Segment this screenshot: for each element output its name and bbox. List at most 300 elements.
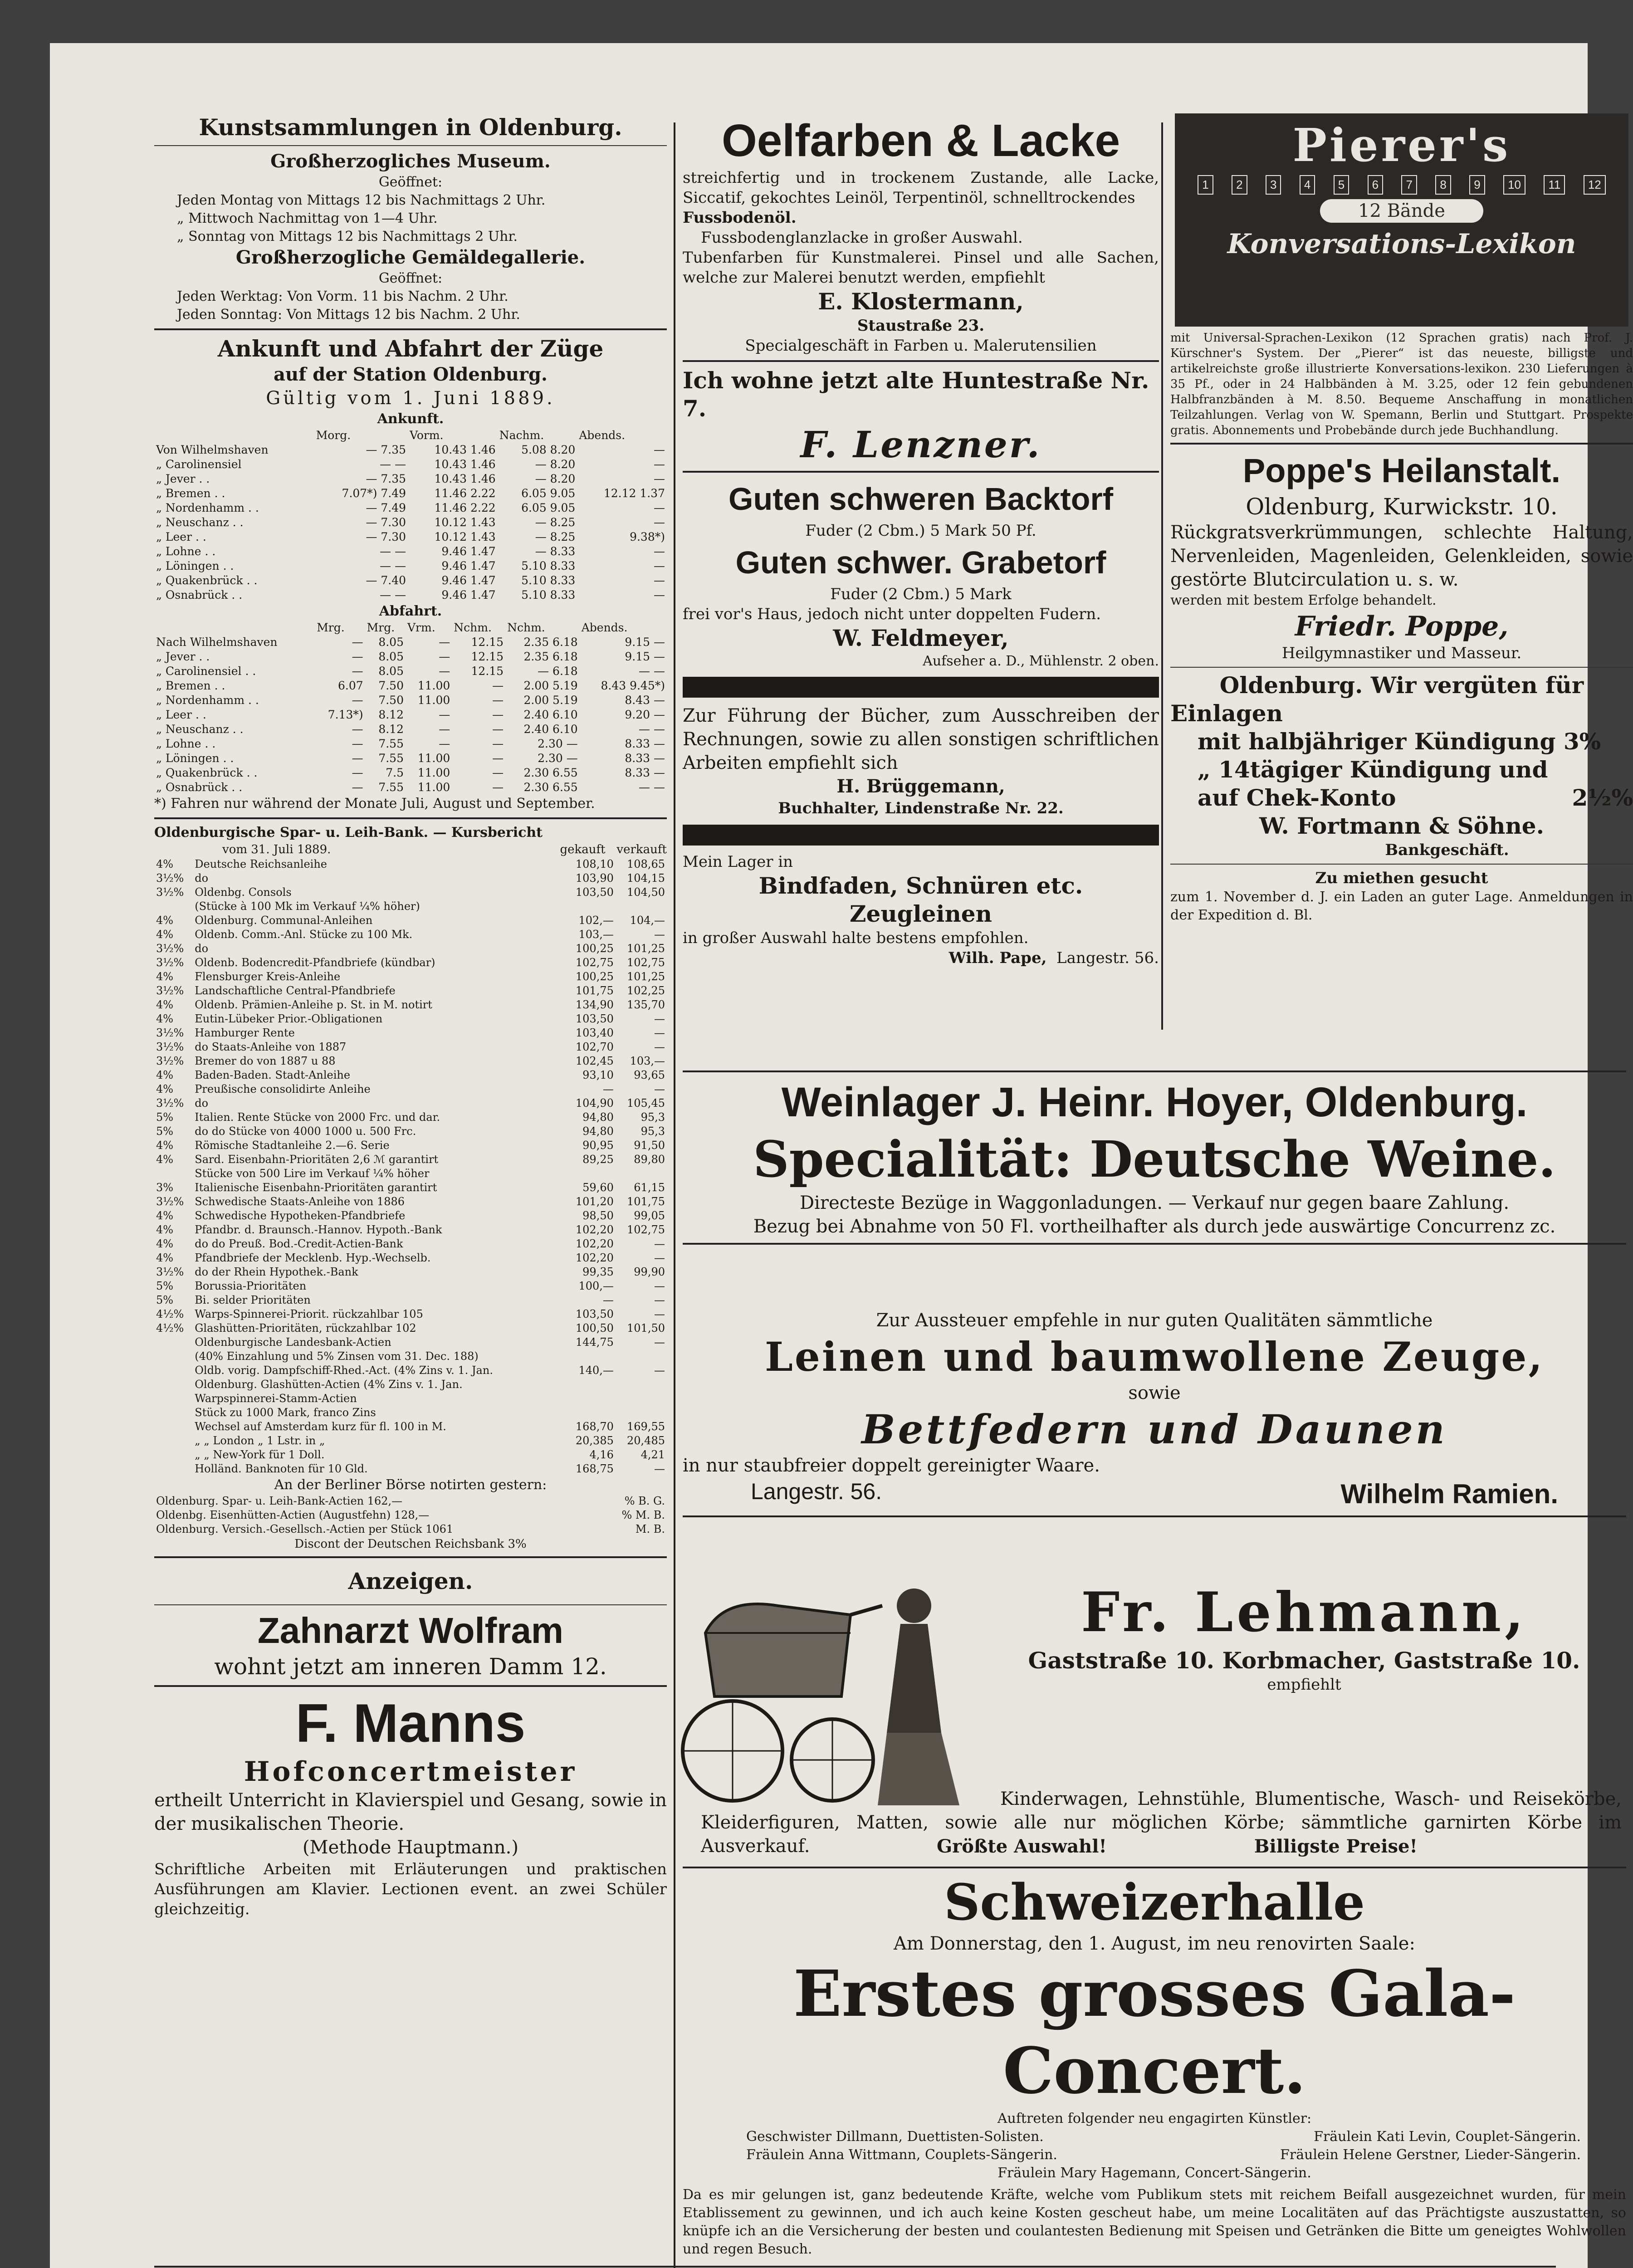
table-cell: 8.43 9.45*) [601,679,665,692]
ramien-intro: Zur Aussteuer empfehle in nur guten Qualitäten sämmtliche [876,1310,1433,1331]
divider [154,817,667,819]
table-cell: — [654,1294,665,1306]
table-cell: — [492,766,504,779]
schweizer-date: Am Donnerstag, den 1. August, im neu renovirten Saale: [894,1933,1415,1954]
pierer-illustration [1175,113,1628,327]
table-cell: — [352,781,363,794]
departure-rows [154,635,667,795]
table-cell: — 7.40 [366,574,406,587]
artist-row [683,2146,1626,2164]
fortmann-line3: mit halbjähriger Kündigung 3% [1198,728,1601,755]
table-cell: 103,40 [575,1026,614,1039]
table-row [154,443,667,457]
table-cell: 104,50 [627,886,665,899]
hoyer-text2: Bezug bei Abnahme von 50 Fl. vortheilhafter als durch jede auswärtige Concurrenz zc. [753,1216,1556,1237]
table-row [154,871,667,885]
torf-ad [683,477,1159,670]
table-cell: 3½% [156,1266,184,1278]
table-cell: do [195,942,209,955]
table-cell: — [654,1041,665,1053]
hoyer-text1: Directeste Bezüge in Waggonladungen. — Verkauf nur gegen baare Zahlung. [799,1193,1510,1213]
table-cell: Nach Wilhelmshaven [156,635,278,649]
pierer-sub: Konversations-Lexikon [1227,228,1576,260]
table-cell: Sard. Eisenbahn-Prioritäten 2,6 ℳ garantirt [195,1153,439,1166]
artist: Fräulein Anna Wittmann, Couplets-Sängerin. [746,2147,1057,2163]
table-row [154,1012,667,1026]
table-cell: 169,55 [627,1420,665,1433]
museum-line: „ Mittwoch Nachmittag von 1—4 Uhr. [177,210,438,226]
schweizer-intro: Auftreten folgender neu engagirten Künstler: [997,2111,1312,2126]
artist: Fräulein Mary Hagemann, Concert-Sängerin. [997,2165,1311,2181]
manns-ad [154,1691,667,1919]
lehmann-tail2: Billigste Preise! [1254,1836,1418,1857]
table-cell: 9.46 1.47 [441,574,496,587]
table-row [154,857,667,871]
table-cell: „ Osnabrück . . [156,781,243,794]
header-cell: Abends. [579,429,626,442]
table-cell: 3½% [156,1026,184,1039]
table-cell: 101,75 [575,984,614,997]
table-cell: 168,75 [575,1462,614,1475]
ramien-sowie: sowie [1128,1383,1181,1403]
table-row [154,1195,667,1209]
col-gekauft: gekauft [560,843,606,856]
header-cell [154,428,314,443]
table-cell: 10.43 1.46 [434,443,496,456]
table-cell: — [492,679,504,692]
table-cell: 5.08 8.20 [521,443,576,456]
poppe-role: Heilgymnastiker und Masseur. [1281,644,1522,662]
table-cell: 8.12 [378,708,404,721]
table-cell: 4% [156,1237,174,1250]
table-cell: Oldb. vorig. Dampfschiff-Rhed.-Act. (4% Zins v. 1. Jan. [195,1364,493,1377]
table-cell: 6.05 9.05 [521,501,576,514]
gallery-title: Großherzogliche Gemäldegallerie. [235,247,586,268]
table-cell: 93,65 [634,1069,665,1081]
fortmann-line5: auf Chek-Konto [1198,784,1396,811]
kurs-date: vom 31. Juli 1889. [222,843,331,856]
table-cell: 91,50 [634,1139,665,1152]
divider [683,1070,1626,1072]
table-cell: — [352,752,363,765]
kunst-title: Kunstsammlungen in Oldenburg. [199,114,622,141]
oelfarben-title: Oelfarben & Lacke [721,115,1120,166]
table-cell: 102,20 [575,1251,614,1264]
table-cell: Stück zu 1000 Mark, franco Zins [195,1406,376,1419]
fortmann-line2: Einlagen [1170,700,1283,727]
table-row [154,544,667,559]
pape-text: in großer Auswahl halte bestens empfohlen. [683,929,1029,947]
table-cell: 5% [156,1294,174,1306]
column-middle [683,113,1159,1107]
table-cell: Pfandbr. d. Braunsch.-Hannov. Hypoth.-Bank [195,1223,442,1236]
table-cell: 4% [156,970,174,983]
pierer-spines [1188,175,1615,195]
table-cell: 8.33 — [625,752,665,765]
table-cell: — [654,1026,665,1039]
manns-text: ertheilt Unterricht in Klavierspiel und Gesang, sowie in der musikalischen Theorie. [154,1790,667,1834]
table-row [154,1279,667,1293]
table-cell: 101,25 [627,970,665,983]
table-cell: Von Wilhelmshaven [156,443,269,456]
table-cell: „ Löningen . . [156,752,234,765]
table-row [154,998,667,1012]
discount-line: Discont der Deutschen Reichsbank 3% [294,1537,527,1551]
table-cell: — 8.25 [535,530,576,543]
table-cell: 11.00 [417,781,450,794]
table-cell: 59,60 [582,1181,614,1194]
table-cell: 4% [156,1153,174,1166]
table-row [154,885,667,899]
table-cell: „ Jever . . [156,650,210,663]
fortmann-ad [1170,671,1633,860]
table-cell: 9.15 — [625,650,665,663]
col-verkauft: verkauft [616,843,667,856]
torf-line1: Fuder (2 Cbm.) 5 Mark 50 Pf. [805,522,1037,540]
table-cell: Stücke von 500 Lire im Verkauf ¼% höher [195,1167,430,1180]
hoyer-ad [683,1070,1626,1249]
table-cell: 102,— [578,914,614,927]
table-cell: — — [639,723,665,736]
table-cell: — [654,516,665,529]
table-row [154,650,667,664]
table-row [154,1054,667,1068]
black-bar [683,825,1159,846]
table-cell: Oldenburgische Landesbank-Actien [195,1336,391,1349]
table-cell: 135,70 [627,998,665,1011]
table-cell: — [439,737,450,750]
table-row [154,1153,667,1167]
table-cell: 101,20 [575,1195,614,1208]
table-cell: 3½% [156,1097,184,1110]
table-cell: 101,50 [627,1322,665,1334]
artist: Geschwister Dillmann, Duettisten-Solisten. [746,2129,1044,2145]
table-row [154,472,667,486]
table-cell: „ Leer . . [156,530,206,543]
museum-open: Geöffnet: [378,174,443,190]
book-spine: 6 [1368,175,1383,195]
table-cell: 104,— [630,914,665,927]
table-cell: „ Quakenbrück . . [156,574,258,587]
table-cell [564,1167,616,1181]
table-cell: — — [380,458,406,471]
oelfarben-text2: Fussbodenglanzlacke in großer Auswahl. [701,229,1023,247]
table-cell: 7.50 [378,694,404,707]
kurs-table [154,857,667,1476]
table-row [154,737,667,751]
table-cell: Deutsche Reichsanleihe [195,858,327,870]
header-cell: Vorm. [410,429,444,442]
divider [154,145,667,146]
torf-line2: Fuder (2 Cbm.) 5 Mark [830,585,1012,603]
table-cell [564,1392,616,1406]
table-cell: — — [639,665,665,678]
table-cell: 100,25 [575,970,614,983]
kunst-section [154,113,667,324]
table-cell: 5.10 8.33 [521,574,576,587]
table-cell: 7.13*) [328,708,363,721]
table-cell: 102,75 [627,1223,665,1236]
table-cell: 102,75 [627,956,665,969]
table-cell: Flensburger Kreis-Anleihe [195,970,341,983]
table-cell [154,1420,193,1434]
zuege-valid: Gültig vom 1. Juni 1889. [266,388,555,409]
table-cell [154,1378,193,1392]
table-cell: — [439,708,450,721]
table-cell: 103,— [630,1055,665,1067]
table-cell: 4% [156,1223,174,1236]
table-cell: 95,3 [640,1125,665,1138]
berlin-title: An der Berliner Börse notirten gestern: [274,1477,547,1493]
torf-addr: Aufseher a. D., Mühlenstr. 2 oben. [923,653,1159,669]
ramien-ad [683,1309,1626,1522]
table-cell: 4% [156,1083,174,1095]
table-cell: do [195,872,209,885]
fortmann-line1: Oldenburg. Wir vergüten für [1219,672,1584,699]
table-cell: 5% [156,1280,174,1292]
book-spine: 3 [1266,175,1281,195]
table-row [154,1251,667,1265]
table-cell: 144,75 [575,1336,614,1349]
table-cell: — [654,559,665,572]
table-cell: 2.40 6.10 [523,708,578,721]
table-cell: Italienische Eisenbahn-Prioritäten garantirt [195,1181,437,1194]
pape-sign [683,948,1159,968]
lehmann-name: Fr. Lehmann, [1081,1580,1527,1644]
lehmann-text: Kinderwagen, Lehnstühle, Blumentische, Wasch- und Reisekörbe, Kleiderfiguren, Matten, sowie alle nur möglichen Körbe; sämmtliche garnirten Körbe im Ausverkauf. [701,1789,1622,1857]
table-cell: — 8.25 [535,516,576,529]
brueggemann-ad [683,704,1159,818]
table-cell [616,1349,667,1364]
lehmann-empf: empfiehlt [1267,1676,1341,1694]
table-cell: 2.30 — [538,752,578,765]
header-cell: Nchm. [454,621,492,634]
zahnarzt-name: Zahnarzt Wolfram [257,1610,564,1651]
pape-name: Wilh. Pape, [949,949,1047,967]
departure-table [154,621,667,795]
torf-name: W. Feldmeyer, [833,625,1009,651]
table-cell: 8.05 [378,635,404,649]
table-cell: Oldenburg. Glashütten-Actien (4% Zins v. 1. Jan. [195,1378,463,1391]
table-row [154,1082,667,1096]
table-cell: „ Neuschanz . . [156,516,244,529]
table-cell: „ Lohne . . [156,545,216,558]
pape-ad [683,852,1159,968]
pape-addr: Langestr. 56. [1056,949,1159,967]
table-cell: — [602,1083,614,1095]
table-row [154,1307,667,1321]
table-row [154,1364,667,1378]
divider [683,1243,1626,1245]
table-cell: — [654,458,665,471]
divider [683,1867,1626,1868]
museum-title: Großherzogliches Museum. [270,151,551,172]
divider [154,328,667,330]
table-cell: — [352,723,363,736]
table-cell: 10.12 1.43 [434,516,496,529]
manns-method: (Methode Hauptmann.) [303,1837,518,1858]
artist-row [683,2128,1626,2146]
table-cell: do der Rhein Hypothek.-Bank [195,1266,358,1278]
table-cell: „ Bremen . . [156,487,225,500]
table-cell: 4% [156,1069,174,1081]
table-cell: Borussia-Prioritäten [195,1280,307,1292]
header-cell: Vrm. [407,621,435,634]
table-cell: 5% [156,1125,174,1138]
header-cell: Nchm. [507,621,545,634]
table-cell: 3½% [156,1041,184,1053]
table-cell: 20,485 [627,1434,665,1447]
torf-title1: Guten schweren Backtorf [728,481,1113,517]
poppe-small: werden mit bestem Erfolge behandelt. [1170,592,1437,608]
table-row [154,1265,667,1279]
pape-item2: Zeugleinen [850,900,992,927]
book-spine: 10 [1503,175,1525,195]
book-spine: 11 [1544,175,1565,195]
table-row [154,1209,667,1223]
column-rule-left [674,122,675,2268]
table-cell: — [352,665,363,678]
table-cell: — 7.30 [366,530,406,543]
table-row [154,708,667,722]
table-cell: M. B. [635,1523,665,1535]
table-row [154,984,667,998]
table-row [154,1448,667,1462]
table-cell [154,1335,193,1349]
table-cell: 108,65 [627,858,665,870]
table-cell [154,1462,193,1476]
table-cell: 3½% [156,942,184,955]
table-row [154,1392,667,1406]
table-row [154,956,667,970]
gallery-open: Geöffnet: [378,270,443,286]
table-cell: 105,45 [627,1097,665,1110]
table-row [154,1181,667,1195]
table-cell: 2.30 — [538,737,578,750]
table-cell: Oldenb. Comm.-Anl. Stücke zu 100 Mk. [195,928,413,941]
manns-title: Hofconcertmeister [244,1756,577,1788]
table-cell: — — [380,545,406,558]
oelfarben-text3: Tubenfarben für Kunstmalerei. Pinsel und alle Sachen, welche zur Malerei benutzt werden, empfiehlt [683,249,1159,287]
column-left [154,113,667,2268]
table-row [154,780,667,795]
black-bar [683,677,1159,698]
table-cell: 103,90 [575,872,614,885]
table-cell: — [352,650,363,663]
schweizer-title: Schweizerhalle [944,1873,1365,1931]
table-cell: 93,10 [582,1069,614,1081]
table-cell: 4% [156,1012,174,1025]
miethe-title: Zu miethen gesucht [1315,869,1488,887]
table-cell: Römische Stadtanleihe 2.—6. Serie [195,1139,390,1152]
ramien-sign [683,1477,1626,1511]
zuege-footnote: *) Fahren nur während der Monate Juli, August und September. [154,796,595,811]
lehmann-tail1: Größte Auswahl! [937,1836,1107,1857]
table-row [154,1237,667,1251]
pierer-text: mit Universal-Sprachen-Lexikon (12 Sprachen gratis) nach Prof. J. Kürschner's System. Der „Pierer“ ist das neueste, billigste und artikelreichste große illustrierte Konversations-lexikon. 230 Lieferungen à 35 Pf., oder in 24 Halbbänden à M. 3.25, oder 12 fein gebundenen Halbfranzbänden à M. 8.50. Bequeme Anschaffung in monatlichen Teilzahlungen. Verlag von W. Spemann, Berlin und Stuttgart. Prospekte gratis. Abonnements und Probebände durch jede Buchhandlung. [1170,331,1633,437]
book-spine: 9 [1469,175,1485,195]
table-cell: 9.46 1.47 [441,545,496,558]
table-cell: Pfandbriefe der Mecklenb. Hyp.-Wechselb. [195,1251,431,1264]
poppe-title: Poppe's Heilanstalt. [1242,452,1561,489]
kurs-title: Oldenburgische Spar- u. Leih-Bank. — Kursbericht [154,825,543,841]
artist: Fräulein Kati Levin, Couplet-Sängerin. [1314,2129,1581,2145]
table-row [154,1040,667,1054]
table-row [154,679,667,693]
table-cell: 103,50 [575,1308,614,1320]
table-cell: 108,10 [575,858,614,870]
book-spine: 1 [1198,175,1213,195]
header-cell: Mrg. [317,621,345,634]
lehmann-line: Gaststraße 10. Korbmacher, Gaststraße 10. [1028,1647,1580,1674]
table-cell [616,1406,667,1420]
table-row [154,1096,667,1110]
table-cell: 3½% [156,1055,184,1067]
table-cell: — [654,1251,665,1264]
table-cell: 100,25 [575,942,614,955]
table-cell: 3½% [156,956,184,969]
table-cell: 12.15 [471,665,504,678]
divider [683,360,1159,362]
table-row [154,751,667,766]
table-cell: 20,385 [575,1434,614,1447]
table-cell: 3% [156,1181,174,1194]
table-cell: 2.40 6.10 [523,723,578,736]
fortmann-role: Bankgeschäft. [1385,841,1509,859]
table-cell: 3½% [156,984,184,997]
table-cell: — 7.35 [366,472,406,485]
table-cell: Oldenburg. Communal-Anleihen [195,914,373,927]
table-row [154,1068,667,1082]
oelfarben-name: E. Klostermann, [818,288,1024,315]
table-cell: — [492,708,504,721]
pierer-title: Pierer's [1292,118,1511,172]
torf-line3: frei vor's Haus, jedoch nicht unter doppelten Fudern. [683,605,1101,623]
table-cell [564,899,616,914]
table-cell: — [654,501,665,514]
table-cell: — [492,694,504,707]
table-cell: — — [639,781,665,794]
manns-text2: Schriftliche Arbeiten mit Erläuterungen und praktischen Ausführungen am Klavier. Lectionen event. an zwei Schüler gleichzeitig. [154,1860,667,1918]
table-cell: 7.07*) 7.49 [342,487,406,500]
table-cell: Glashütten-Prioritäten, rückzahlbar 102 [195,1322,416,1334]
table-cell: % M. B. [621,1509,665,1521]
fortmann-name: W. Fortmann & Söhne. [1259,812,1545,839]
table-row [154,1293,667,1307]
table-cell: — [654,1012,665,1025]
table-cell: „ Leer . . [156,708,206,721]
table-row [154,515,667,530]
table-cell: 4% [156,858,174,870]
table-row [154,559,667,573]
brueggemann-name: H. Brüggemann, [836,776,1005,797]
table-cell: 8.12 [378,723,404,736]
table-cell: 102,25 [627,984,665,997]
table-row [154,1026,667,1040]
museum-line: „ Sonntag von Mittags 12 bis Nachmittags 2 Uhr. [177,229,518,244]
table-cell: Oldenb. Prämien-Anleihe p. St. in M. notirt [195,998,432,1011]
table-cell: 99,90 [634,1266,665,1278]
table-cell: 61,15 [634,1181,665,1194]
header-cell: Nachm. [499,429,544,442]
berlin-table [154,1494,667,1536]
table-cell: — [492,752,504,765]
divider [683,1515,1626,1517]
arrival-rows [154,443,667,602]
divider [154,2266,1556,2268]
ramien-text: in nur staubfreier doppelt gereinigter Waare. [683,1455,1100,1476]
table-cell: — [654,1336,665,1349]
